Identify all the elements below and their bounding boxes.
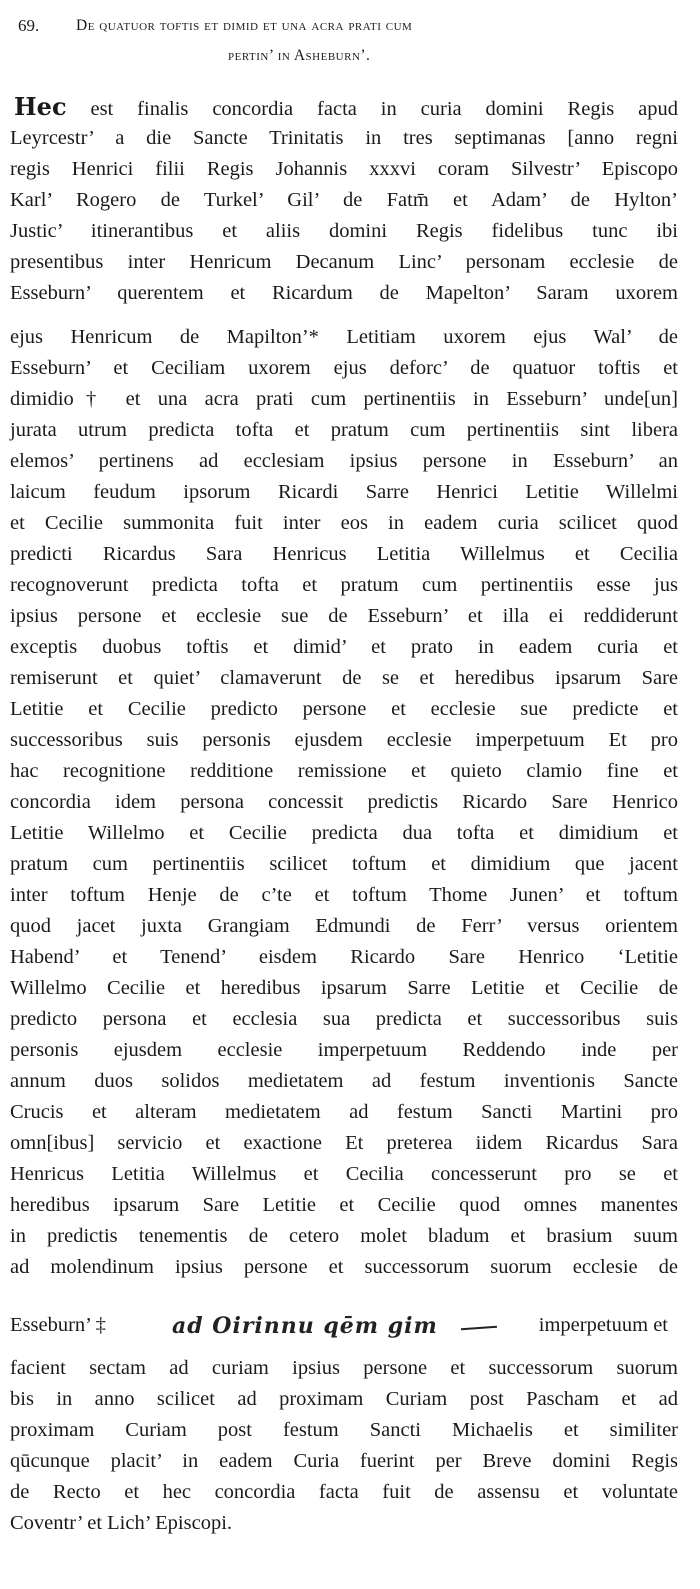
body-line: heredibus ipsarum Sare Letitie et Cecilie quod omnes manentes [10,1194,678,1216]
body-line: de Recto et hec concordia facta fuit de assensu et voluntate [10,1481,678,1503]
seal-line-start: Esseburn’ ‡ [10,1314,106,1336]
body-line: predicti Ricardus Sara Henricus Letitia Willelmus et Cecilia [10,543,678,565]
body-line: personis ejusdem ecclesie imperpetuum Reddendo inde per [10,1039,678,1061]
body-line: jurata utrum predicta tofta et pratum cum pertinentiis sint libera [10,419,678,441]
script-insert-line [10,1311,680,1341]
body-line: qūcunque placit’ in eadem Curia fuerint per Breve domini Regis [10,1450,678,1472]
body-line [14,93,678,121]
body-line: Henricus Letitia Willelmus et Cecilia concesserunt pro se et [10,1163,678,1185]
body-line: Coventr’ et Lich’ Episcopi. [10,1512,233,1534]
body-line: Habend’ et Tenend’ eisdem Ricardo Sare Henrico ‘Letitie [10,946,678,968]
body-line: remiserunt et quiet’ clamaverunt de se et heredibus ipsarum Sare [10,667,678,689]
body-line: inter toftum Henje de c’te et toftum Thome Junen’ et toftum [10,884,678,906]
body-line: presentibus inter Henricum Decanum Linc’ personam ecclesie de [10,251,678,273]
body-line: elemos’ pertinens ad ecclesiam ipsius persone in Esseburn’ an [10,450,678,472]
body-line: annum duos solidos medietatem ad festum inventionis Sancte [10,1070,678,1092]
body-line: regis Henrici filii Regis Johannis xxxvi coram Silvestr’ Episcopo [10,158,678,180]
body-line: Crucis et alteram medietatem ad festum Sancti Martini pro [10,1101,678,1123]
manuscript-script-fragment: ad Oirinnu qēm gim [172,1313,438,1339]
body-line: Letitie et Cecilie predicto persone et ecclesie sue predicte et [10,698,678,720]
body-line: et Cecilie summonita fuit inter eos in eadem curia scilicet quod [10,512,678,534]
body-line: ad molendinum ipsius persone et successorum suorum ecclesie de [10,1256,678,1278]
heading-line-2: pertin’ in Asheburn’. [228,47,371,64]
manuscript-dash [461,1326,497,1331]
body-line: ejus Henricum de Mapilton’* Letitiam uxorem ejus Wal’ de [10,326,678,348]
body-line: concordia idem persona concessit predictis Ricardo Sare Henrico [10,791,678,813]
body-line: dimidio† et una acra prati cum pertinentiis in Esseburn’ unde[un] [10,388,678,410]
body-line: pratum cum pertinentiis scilicet toftum et dimidium que jacent [10,853,678,875]
body-line: Justic’ itinerantibus et aliis domini Regis fidelibus tunc ibi [10,220,678,242]
body-line: bis in anno scilicet ad proximam Curiam post Pascham et ad [10,1388,678,1410]
body-line: Esseburn’ querentem et Ricardum de Mapelton’ Saram uxorem [10,282,678,304]
body-line: Esseburn’ et Ceciliam uxorem ejus deforc’ de quatuor toftis et [10,357,678,379]
body-line: hac recognitione redditione remissione et quieto clamio fine et [10,760,678,782]
heading-line-1: De quatuor toftis et dimid et una acra prati cum [76,17,413,34]
body-line: Karl’ Rogero de Turkel’ Gil’ de Fatm̄ et Adam’ de Hylton’ [10,189,678,211]
body-line-text: est finalis concordia facta in curia domini Regis apud [90,98,679,120]
initial-letter: Hec [14,92,67,121]
body-line: quod jacet juxta Grangiam Edmundi de Ferr’ versus orientem [10,915,678,937]
body-line: Letitie Willelmo et Cecilie predicta dua tofta et dimidium et [10,822,678,844]
body-line: ipsius persone et ecclesie sue de Esseburn’ et illa ei reddiderunt [10,605,678,627]
body-line: Leyrcestr’ a die Sancte Trinitatis in tres septimanas [anno regni [10,127,678,149]
body-line: proximam Curiam post festum Sancti Michaelis et similiter [10,1419,678,1441]
body-line: laicum feudum ipsorum Ricardi Sarre Henrici Letitie Willelmi [10,481,678,503]
charter-number: 69. [18,16,40,35]
seal-line-end: imperpetuum et [538,1314,668,1336]
body-line: recognoverunt predicta tofta et pratum cum pertinentiis esse jus [10,574,678,596]
body-line: successoribus suis personis ejusdem ecclesie imperpetuum Et pro [10,729,678,751]
body-line: in predictis tenementis de cetero molet bladum et brasium suum [10,1225,678,1247]
body-line: predicto persona et ecclesia sua predicta et successoribus suis [10,1008,678,1030]
body-line: facient sectam ad curiam ipsius persone et successorum suorum [10,1357,678,1379]
body-line: exceptis duobus toftis et dimid’ et prato in eadem curia et [10,636,678,658]
body-line: Willelmo Cecilie et heredibus ipsarum Sarre Letitie et Cecilie de [10,977,678,999]
body-line: omn[ibus] servicio et exactione Et preterea iidem Ricardus Sara [10,1132,678,1154]
